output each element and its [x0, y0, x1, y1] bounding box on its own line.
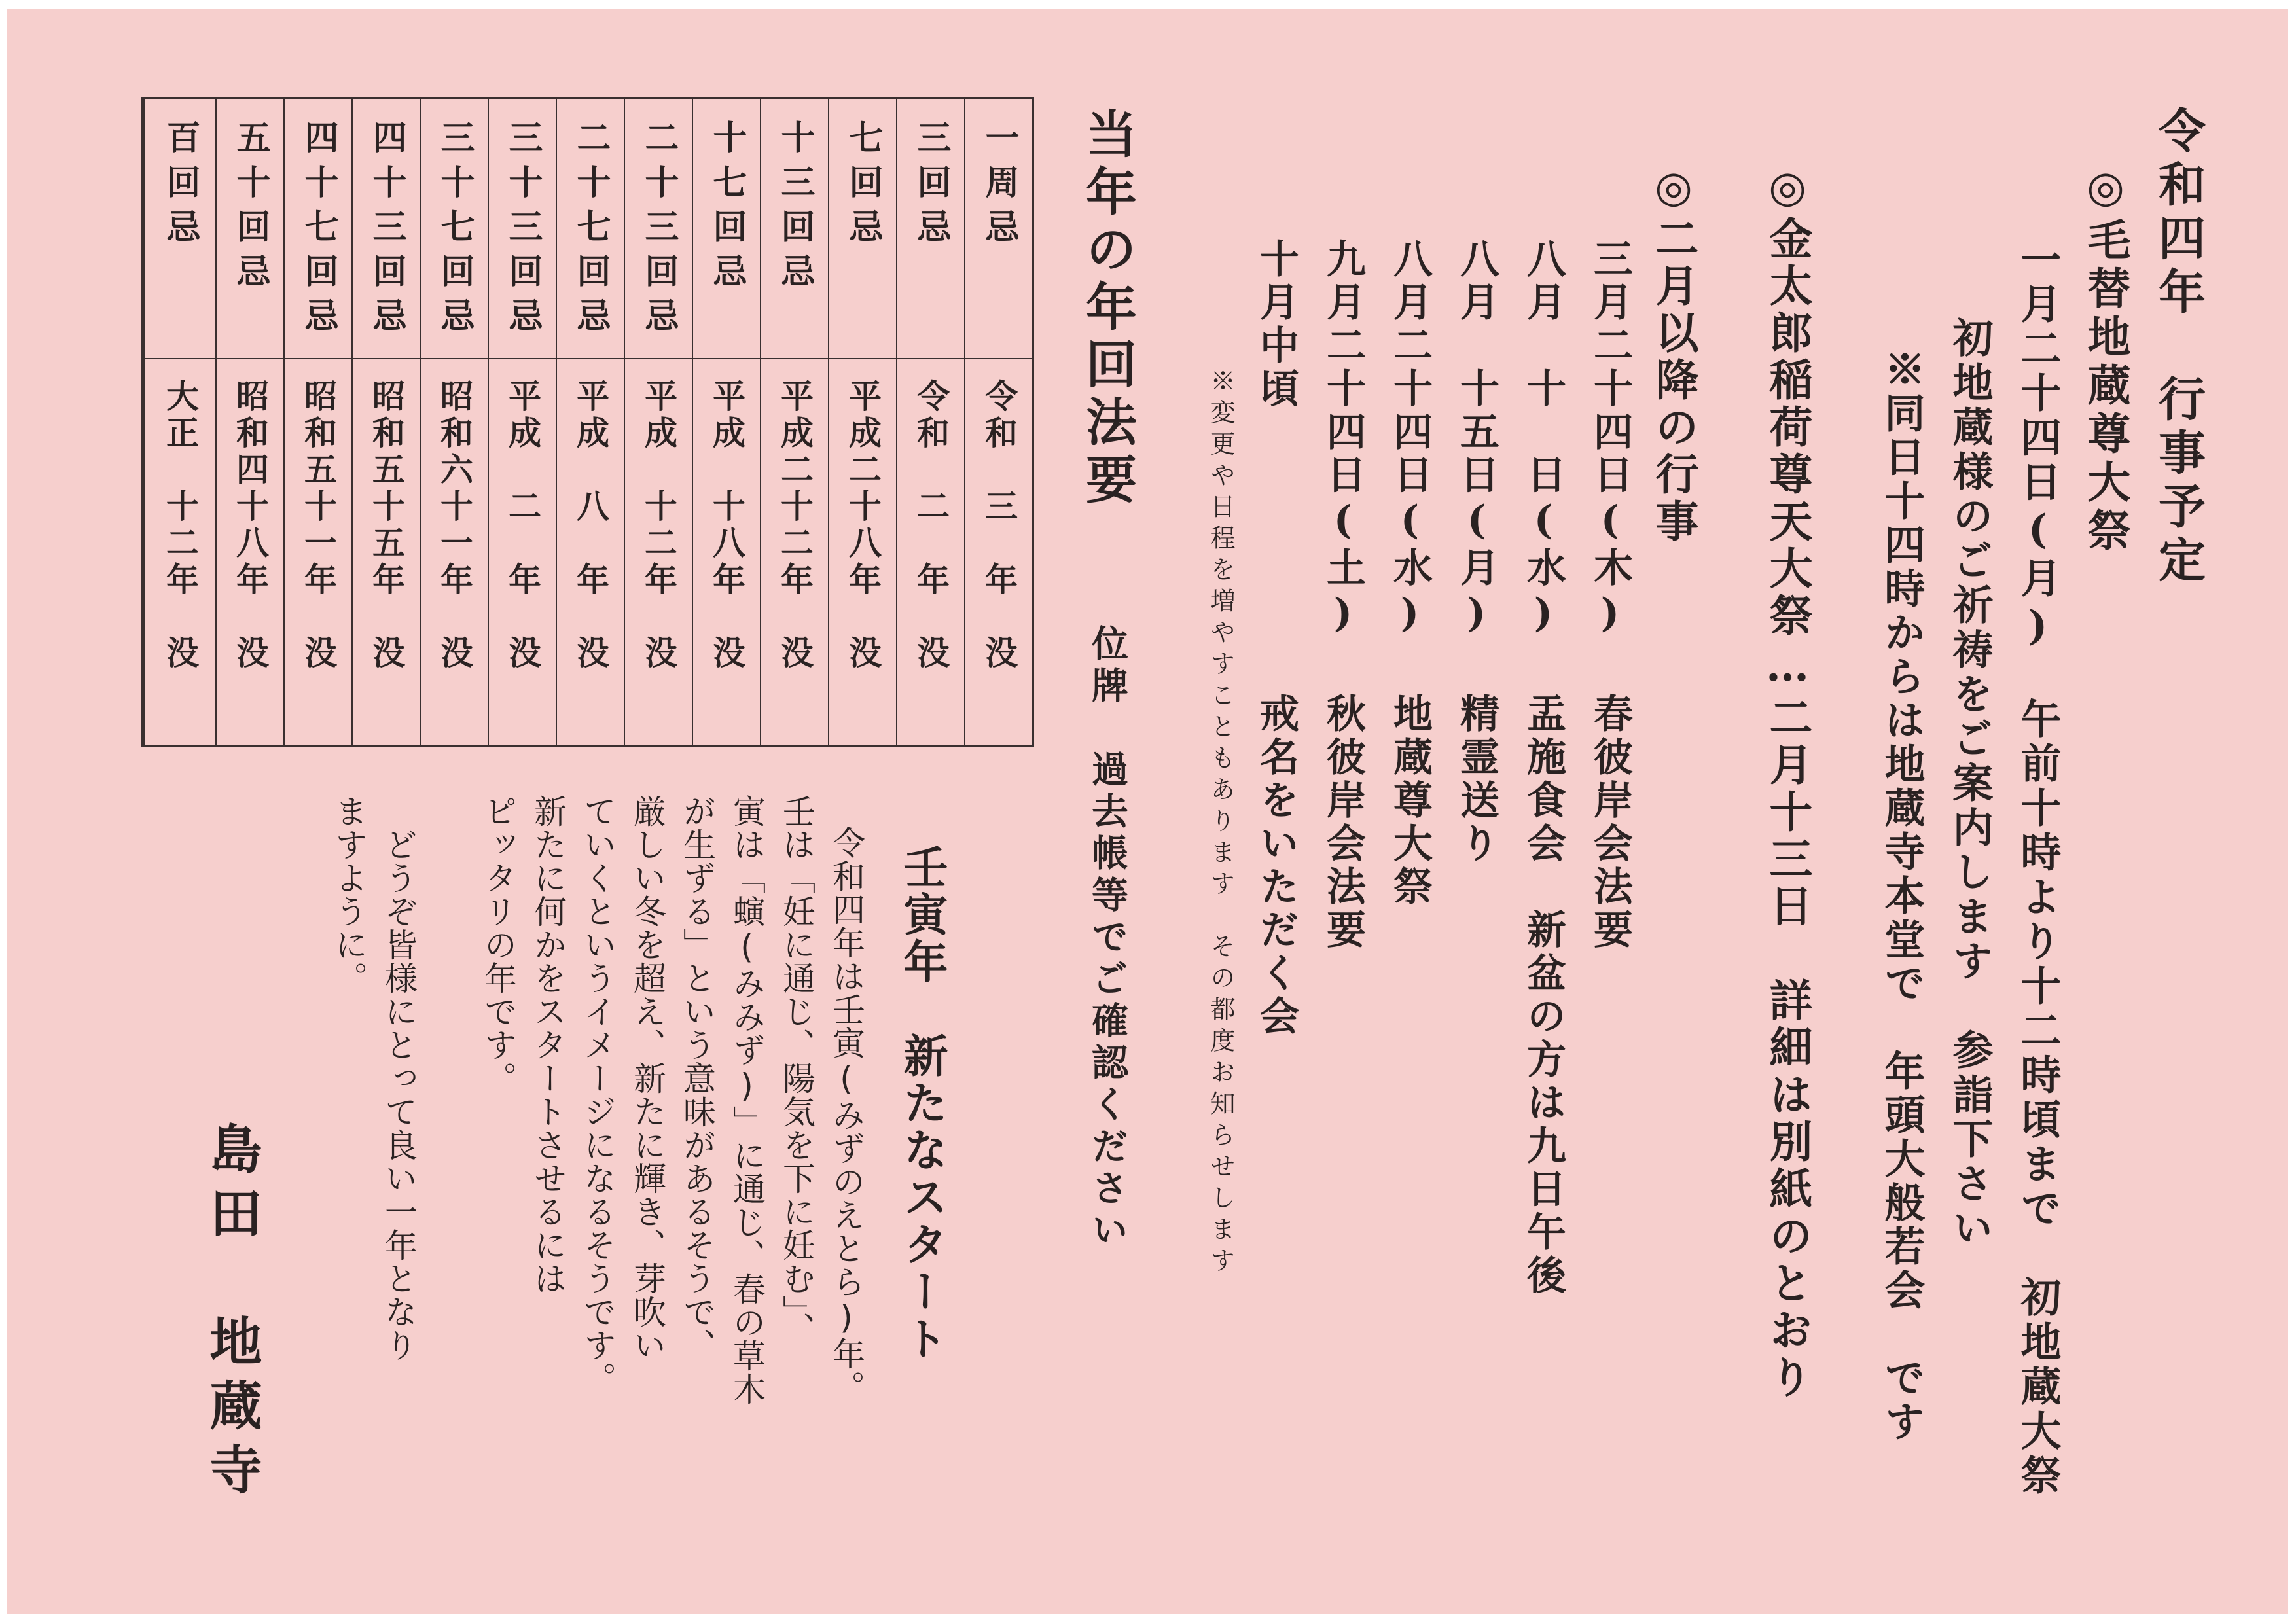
- message-line: ピッタリの年です。: [479, 794, 517, 1095]
- event-name: 精霊送り: [1454, 693, 1499, 866]
- kaiki-cell: [625, 99, 692, 359]
- kaiki-label: 四十三回忌: [367, 120, 406, 342]
- year-cell: [693, 359, 760, 749]
- table-row: [283, 99, 351, 745]
- signature: 島田 地蔵寺: [201, 1122, 262, 1507]
- memorial-table: [141, 97, 1034, 747]
- kaiki-label: 一周忌: [979, 120, 1019, 253]
- table-row: [488, 99, 556, 745]
- kaiki-label: 三十七回忌: [435, 120, 475, 342]
- event-date: 三月二十四日(木): [1587, 238, 1633, 640]
- message-line: 新たに何かをスタートさせるには: [529, 794, 567, 1295]
- event-date: 十月中頃: [1253, 238, 1299, 411]
- kaiki-cell: [421, 99, 488, 359]
- year-cell: [897, 359, 964, 749]
- year-label: 平成二十八年 没: [844, 379, 882, 672]
- message-line: 寅は「螾(みみず)」に通じ、春の草木: [728, 794, 766, 1406]
- event-name: 地蔵尊大祭: [1387, 693, 1433, 909]
- kaiki-label: 四十七回忌: [298, 120, 338, 342]
- table-row: [143, 99, 215, 745]
- message-line: が生ずる」という意味があるそうで、: [678, 794, 716, 1362]
- year-label: 昭和四十八年 没: [231, 379, 270, 672]
- events-note: ※変更や日程を増やすこともあります その都度お知らせします: [1206, 368, 1235, 1279]
- memorial-heading: 当年の年回法要: [1077, 107, 1137, 510]
- year-label: 平成 八 年 没: [571, 379, 610, 672]
- kaiki-cell: [897, 99, 964, 359]
- table-row: [420, 99, 488, 745]
- kaiki-cell: [285, 99, 351, 359]
- year-cell: [217, 359, 283, 749]
- year-label: 昭和六十一年 没: [435, 379, 474, 672]
- event-date: 八月二十四日(水): [1387, 238, 1433, 640]
- year-cell: [421, 359, 488, 749]
- message-line: 壬は「妊に通じ、陽気を下に妊む」、: [778, 794, 816, 1346]
- message-line: 厳しい冬を超え、新たに輝き、芽吹い: [628, 794, 666, 1362]
- kaiki-cell: [693, 99, 760, 359]
- year-cell: [829, 359, 896, 749]
- message-line: ていくというイメージになるそうです。: [579, 794, 617, 1395]
- event-name: 戒名をいただく会: [1253, 693, 1299, 1039]
- kaiki-label: 三十三回忌: [503, 120, 543, 342]
- event-name: 春彼岸会法要: [1587, 693, 1633, 952]
- year-label: 昭和五十一年 没: [299, 379, 338, 672]
- pink-sheet: [7, 9, 2288, 1614]
- event-date: 八月 十五日(月): [1454, 238, 1499, 640]
- table-row: [896, 99, 964, 745]
- kaiki-cell: [761, 99, 828, 359]
- table-row: [964, 99, 1032, 745]
- message-heading: 壬寅年 新たなスタート: [896, 844, 948, 1363]
- kaiki-label: 十七回忌: [707, 120, 747, 298]
- page-title: 令和四年 行事予定: [2151, 106, 2206, 589]
- kintaro-festival-heading: ◎金太郎稲荷尊天大祭…二月十三日 詳細は別紙のとおり: [1762, 161, 1813, 1402]
- year-cell: [353, 359, 420, 749]
- year-label: 昭和五十五年 没: [367, 379, 406, 672]
- year-label: 平成二十二年 没: [776, 379, 814, 672]
- year-cell: [489, 359, 556, 749]
- kaiki-cell: [217, 99, 283, 359]
- year-cell: [625, 359, 692, 749]
- year-cell: [145, 359, 215, 749]
- kaiki-label: 二十三回忌: [639, 120, 679, 342]
- kegae-festival-line1: 一月二十四日(月) 午前十時より十二時頃まで 初地蔵大祭: [2014, 238, 2062, 1499]
- event-name: 秋彼岸会法要: [1320, 693, 1366, 952]
- kaiki-cell: [145, 99, 215, 359]
- table-row: [624, 99, 692, 745]
- kaiki-label: 百回忌: [160, 120, 200, 253]
- memorial-note: 位牌 過去帳等でご確認ください: [1086, 624, 1129, 1253]
- year-label: 平成 十二年 没: [639, 379, 678, 672]
- kaiki-label: 二十七回忌: [571, 120, 611, 342]
- kaiki-cell: [557, 99, 624, 359]
- kegae-festival-heading: ◎毛替地蔵尊大祭: [2080, 161, 2131, 556]
- year-cell: [965, 359, 1032, 749]
- kegae-festival-line3: ※同日十四時からは地蔵寺本堂で 年頭大般若会 です: [1878, 348, 1926, 1444]
- year-cell: [557, 359, 624, 749]
- kaiki-cell: [965, 99, 1032, 359]
- year-cell: [285, 359, 351, 749]
- message-line: 令和四年は壬寅(みずのえとら)年。: [827, 826, 865, 1404]
- kegae-festival-line2: 初地蔵様のご祈祷をご案内します 参詣下さい: [1946, 317, 1994, 1251]
- kaiki-label: 五十回忌: [230, 120, 270, 298]
- table-row: [556, 99, 624, 745]
- table-row: [692, 99, 760, 745]
- table-row: [828, 99, 896, 745]
- message-line: どうぞ皆様にとって良い一年となり: [380, 794, 418, 1362]
- event-name: 盂施食会 新盆の方は九日午後: [1520, 693, 1566, 1298]
- kaiki-cell: [353, 99, 420, 359]
- year-label: 令和 三 年 没: [980, 379, 1018, 672]
- kaiki-label: 七回忌: [843, 120, 883, 253]
- events-heading: ◎二月以降の行事: [1648, 161, 1699, 546]
- year-label: 平成 二 年 没: [503, 379, 542, 672]
- event-date: 九月二十四日(土): [1320, 238, 1366, 640]
- table-row: [215, 99, 283, 745]
- year-label: 令和 二 年 没: [912, 379, 950, 672]
- kaiki-cell: [829, 99, 896, 359]
- kaiki-label: 三回忌: [911, 120, 951, 253]
- event-date: 八月 十 日(水): [1520, 238, 1566, 640]
- year-label: 平成 十八年 没: [708, 379, 746, 672]
- table-row: [351, 99, 420, 745]
- kaiki-label: 十三回忌: [775, 120, 815, 298]
- year-cell: [761, 359, 828, 749]
- message-line: ますように。: [330, 794, 368, 995]
- kaiki-cell: [489, 99, 556, 359]
- table-row: [760, 99, 828, 745]
- year-label: 大正 十二年 没: [161, 379, 200, 672]
